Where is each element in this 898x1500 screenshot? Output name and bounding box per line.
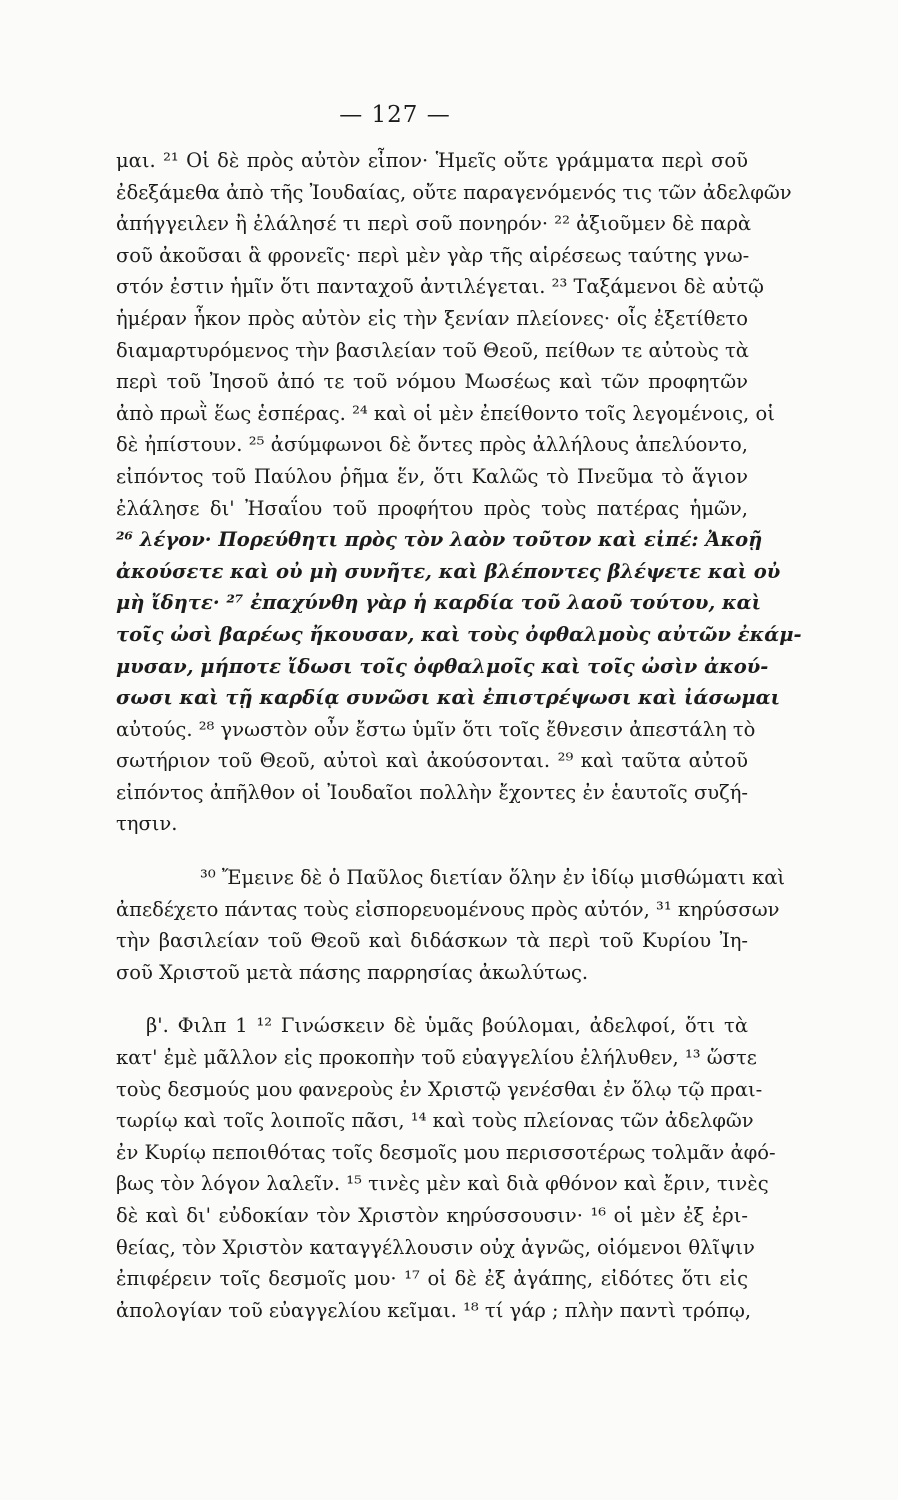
text-line: ἐπιφέρειν τοῖς δεσμοῖς μου· ¹⁷ οἱ δὲ ἐξ ἀγάπης, εἰδότες ὅτι εἰς [116,1267,748,1291]
text-line: σοῦ ἀκοῦσαι ἃ φρονεῖς· περὶ μὲν γὰρ τῆς αἱρέσεως ταύτης γνω- [116,243,750,267]
section-heading-line: β'. Φιλπ 1 ¹² Γινώσκειν δὲ ὑμᾶς βούλομαι, ἀδελφοί, ὅτι τὰ [146,1014,748,1038]
quotation-line: σωσι καὶ τῇ καρδίᾳ συνῶσι καὶ ἐπιστρέψωσι καὶ ἰάσωμαι [116,686,781,710]
text-line: δὲ καὶ δι' εὐδοκίαν τὸν Χριστὸν κηρύσσουσιν· ¹⁶ οἱ μὲν ἐξ ἐρι- [116,1204,748,1227]
text-line: σοῦ Χριστοῦ μετὰ πάσης παρρησίας ἀκωλύτως. [116,960,589,984]
text-line: περὶ τοῦ Ἰησοῦ ἀπό τε τοῦ νόμου Μωσέως καὶ τῶν προφητῶν [116,370,748,394]
text-line: ἐλάλησε δι' Ἠσαΐου τοῦ προφήτου πρὸς τοὺς πατέρας ἡμῶν, [116,496,748,520]
paragraph-start-line: ³⁰ Ἔμεινε δὲ ὁ Παῦλος διετίαν ὅλην ἐν ἰδίῳ μισθώματι καὶ [200,866,786,890]
text-line: κατ' ἐμὲ μᾶλλον εἰς προκοπὴν τοῦ εὐαγγελίου ἐλήλυθεν, ¹³ ὥστε [116,1046,757,1070]
text-line: εἰπόντος τοῦ Παύλου ῥῆμα ἕν, ὅτι Καλῶς τὸ Πνεῦμα τὸ ἅγιον [116,464,748,488]
quotation-line: ²⁶ λέγον· Πορεύθητι πρὸς τὸν λαὸν τοῦτον καὶ εἰπέ: Ἀκοῇ [116,528,763,552]
page-body-text [116,145,802,1326]
text-line: σωτήριον τοῦ Θεοῦ, αὐτοὶ καὶ ἀκούσονται. ²⁹ καὶ ταῦτα αὐτοῦ [116,749,748,773]
text-line: διαμαρτυρόμενος τὴν βασιλείαν τοῦ Θεοῦ, πείθων τε αὐτοὺς τὰ [116,338,749,362]
text-line: ἐν Κυρίῳ πεποιθότας τοῖς δεσμοῖς μου περισσοτέρως τολμᾶν ἀφό- [116,1140,776,1164]
text-line: ἀπολογίαν τοῦ εὐαγγελίου κεῖμαι. ¹⁸ τί γάρ ; πλὴν παντὶ τρόπῳ, [116,1298,752,1322]
text-line: ἡμέραν ἧκον πρὸς αὐτὸν εἰς τὴν ξενίαν πλείονες· οἷς ἐξετίθετο [116,306,748,330]
text-line: ἀπὸ πρωῒ ἕως ἑσπέρας. ²⁴ καὶ οἱ μὲν ἐπείθοντο τοῖς λεγομένοις, οἱ [116,401,775,425]
text-line: τησιν. [116,812,178,836]
text-line: ἀπήγγειλεν ἢ ἐλάλησέ τι περὶ σοῦ πονηρόν· ²² ἀξιοῦμεν δὲ παρὰ [116,212,752,236]
text-line: τοὺς δεσμούς μου φανεροὺς ἐν Χριστῷ γενέσθαι ἐν ὅλῳ τῷ πραι- [116,1077,763,1101]
quotation-line: ἀκούσετε καὶ οὐ μὴ συνῆτε, καὶ βλέποντες βλέψετε καὶ οὐ [116,559,781,583]
text-line: ἀπεδέχετο πάντας τοὺς εἰσπορευομένους πρὸς αὐτόν, ³¹ κηρύσσων [116,897,780,921]
text-line: αὐτούς. ²⁸ γνωστὸν οὖν ἔστω ὑμῖν ὅτι τοῖς ἔθνεσιν ἀπεστάλη τὸ [116,717,756,741]
text-line: στόν ἐστιν ἡμῖν ὅτι πανταχοῦ ἀντιλέγεται. ²³ Ταξάμενοι δὲ αὐτῷ [116,275,764,299]
text-line: εἰπόντος ἀπῆλθον οἱ Ἰουδαῖοι πολλὴν ἔχοντες ἐν ἑαυτοῖς συζή- [116,780,748,804]
text-line: μαι. ²¹ Οἱ δὲ πρὸς αὐτὸν εἶπον· Ἡμεῖς οὔτε γράμματα περὶ σοῦ [116,149,748,172]
text-line: δὲ ἠπίστουν. ²⁵ ἀσύμφωνοι δὲ ὄντες πρὸς ἀλλήλους ἀπελύοντο, [116,433,748,457]
quotation-line: τοῖς ὠσὶ βαρέως ἤκουσαν, καὶ τοὺς ὀφθαλμοὺς αὐτῶν ἐκάμ- [116,622,802,646]
text-line: τὴν βασιλείαν τοῦ Θεοῦ καὶ διδάσκων τὰ περὶ τοῦ Κυρίου Ἰη- [116,929,748,953]
text-line: τωρίῳ καὶ τοῖς λοιποῖς πᾶσι, ¹⁴ καὶ τοὺς πλείονας τῶν ἀδελφῶν [116,1109,754,1133]
text-line: θείας, τὸν Χριστὸν καταγγέλλουσιν οὐχ ἁγνῶς, οἰόμενοι θλῖψιν [116,1235,755,1259]
text-line: βως τὸν λόγον λαλεῖν. ¹⁵ τινὲς μὲν καὶ διὰ φθόνον καὶ ἔριν, τινὲς [116,1172,769,1196]
text-line: ἐδεξάμεθα ἀπὸ τῆς Ἰουδαίας, οὔτε παραγενόμενός τις τῶν ἀδελφῶν [116,180,792,204]
quotation-line: μυσαν, μήποτε ἴδωσι τοῖς ὀφθαλμοῖς καὶ τοῖς ὠσὶν ἀκού- [116,654,769,678]
page-number: — 127 — [339,102,451,128]
quotation-line: μὴ ἴδητε· ²⁷ ἐπαχύνθη γὰρ ἡ καρδία τοῦ λαοῦ τούτου, καὶ [116,591,762,615]
